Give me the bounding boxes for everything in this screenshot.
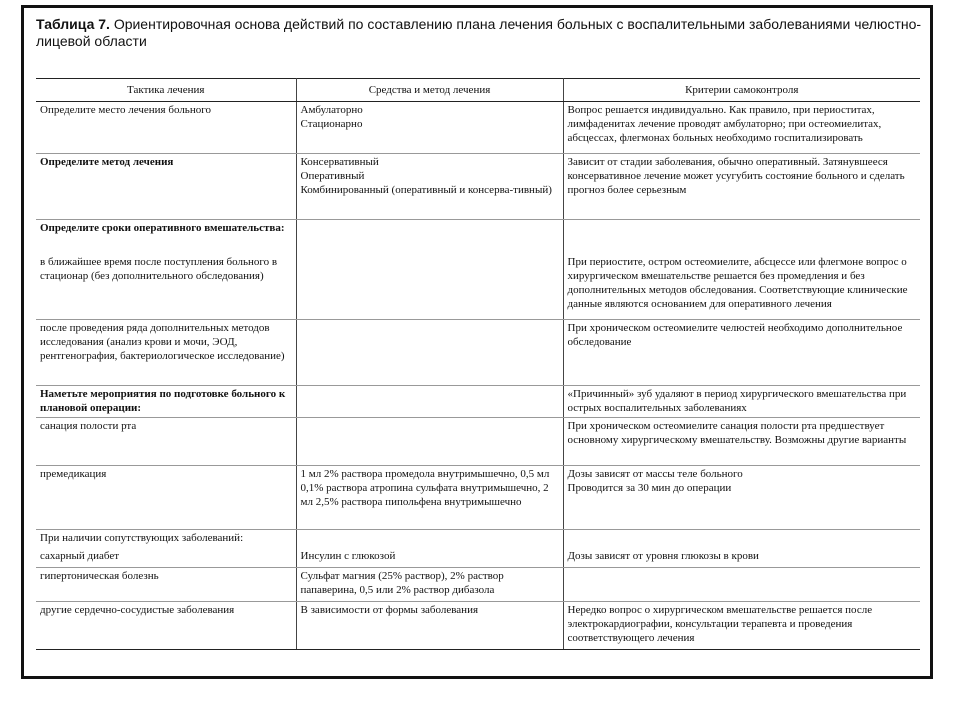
tactic-cell: премедикация <box>36 466 296 530</box>
criteria-cell: «Причинный» зуб удаляют в период хирургического вмешательства при острых воспалительных заболеваниях <box>563 386 920 418</box>
header-means: Средства и метод лечения <box>296 79 563 102</box>
tactic-cell: При наличии сопутствующих заболеваний: <box>36 530 296 548</box>
table-row <box>36 320 920 386</box>
means-cell <box>296 220 563 254</box>
tactic-cell: после проведения ряда дополнительных методов исследования (анализ крови и мочи, ЭОД, рентгенография, бактериологическое исследование) <box>36 320 296 386</box>
header-row <box>36 79 920 102</box>
header-criteria: Критерии самоконтроля <box>563 79 920 102</box>
table-row <box>36 466 920 530</box>
table-row <box>36 254 920 320</box>
treatment-plan-table <box>36 78 920 650</box>
table-row <box>36 154 920 220</box>
means-cell: Сульфат магния (25% раствор), 2% раствор папаверина, 0,5 или 2% раствор дибазола <box>296 568 563 602</box>
means-cell: Инсулин с глюкозой <box>296 548 563 568</box>
tactic-cell: в ближайшее время после поступления больного в стационар (без дополнительного обследования) <box>36 254 296 320</box>
criteria-cell: Зависит от стадии заболевания, обычно оперативный. Затянувшееся консервативное лечение может усугубить состояние больного и сделать прогноз более серьезным <box>563 154 920 220</box>
means-cell: Амбулаторно Стационарно <box>296 102 563 154</box>
tactic-cell: санация полости рта <box>36 418 296 466</box>
criteria-cell <box>563 568 920 602</box>
criteria-cell: Дозы зависят от массы теле больного Проводится за 30 мин до операции <box>563 466 920 530</box>
table-row <box>36 386 920 418</box>
criteria-cell: При хроническом остеомиелите санация полости рта предшествует основному хирургическому вмешательству. Возможны другие варианты <box>563 418 920 466</box>
tactic-cell: Наметьте мероприятия по подготовке больного к плановой операции: <box>36 386 296 418</box>
header-tactic: Тактика лечения <box>36 79 296 102</box>
means-cell <box>296 530 563 548</box>
tactic-cell: гипертоническая болезнь <box>36 568 296 602</box>
means-cell <box>296 254 563 320</box>
tactic-cell: Определите метод лечения <box>36 154 296 220</box>
table-row <box>36 530 920 548</box>
means-cell: 1 мл 2% раствора промедола внутримышечно, 0,5 мл 0,1% раствора атропина сульфата внутримышечно, 2 мл 2,5% раствора пипольфена внутримышечно <box>296 466 563 530</box>
document-frame <box>21 5 933 679</box>
criteria-cell <box>563 530 920 548</box>
means-cell <box>296 320 563 386</box>
tactic-cell: другие сердечно-сосудистые заболевания <box>36 602 296 650</box>
tactic-cell: Определите место лечения больного <box>36 102 296 154</box>
criteria-cell <box>563 220 920 254</box>
table-row <box>36 548 920 568</box>
table-row <box>36 220 920 254</box>
means-cell <box>296 386 563 418</box>
criteria-cell: При хроническом остеомиелите челюстей необходимо дополнительное обследование <box>563 320 920 386</box>
means-cell <box>296 418 563 466</box>
table-row <box>36 602 920 650</box>
criteria-cell: Дозы зависят от уровня глюкозы в крови <box>563 548 920 568</box>
table-caption <box>36 16 926 50</box>
criteria-cell: Нередко вопрос о хирургическом вмешательстве решается после электрокардиографии, консультации терапевта и проведения соответствующего лечения <box>563 602 920 650</box>
table-row <box>36 102 920 154</box>
tactic-cell: Определите сроки оперативного вмешательства: <box>36 220 296 254</box>
criteria-cell: При периостите, остром остеомиелите, абсцессе или флегмоне вопрос о хирургическом вмешательстве решается без промедления и без дополнительных методов обследования. Соответствующие клинические данные являются основанием для оперативного лечения <box>563 254 920 320</box>
table-row <box>36 418 920 466</box>
table-row <box>36 568 920 602</box>
criteria-cell: Вопрос решается индивидуально. Как правило, при периоститах, лимфаденитах лечение проводят амбулаторно; при остеомиелитах, абсцессах, флегмонах больных необходимо госпитализировать <box>563 102 920 154</box>
means-cell: Консервативный Оперативный Комбинированный (оперативный и консерва-тивный) <box>296 154 563 220</box>
table-number: Таблица 7. <box>36 16 110 32</box>
means-cell: В зависимости от формы заболевания <box>296 602 563 650</box>
tactic-cell: сахарный диабет <box>36 548 296 568</box>
table-title: Ориентировочная основа действий по составлению плана лечения больных с воспалительными заболеваниями челюстно-лицевой области <box>36 16 922 49</box>
